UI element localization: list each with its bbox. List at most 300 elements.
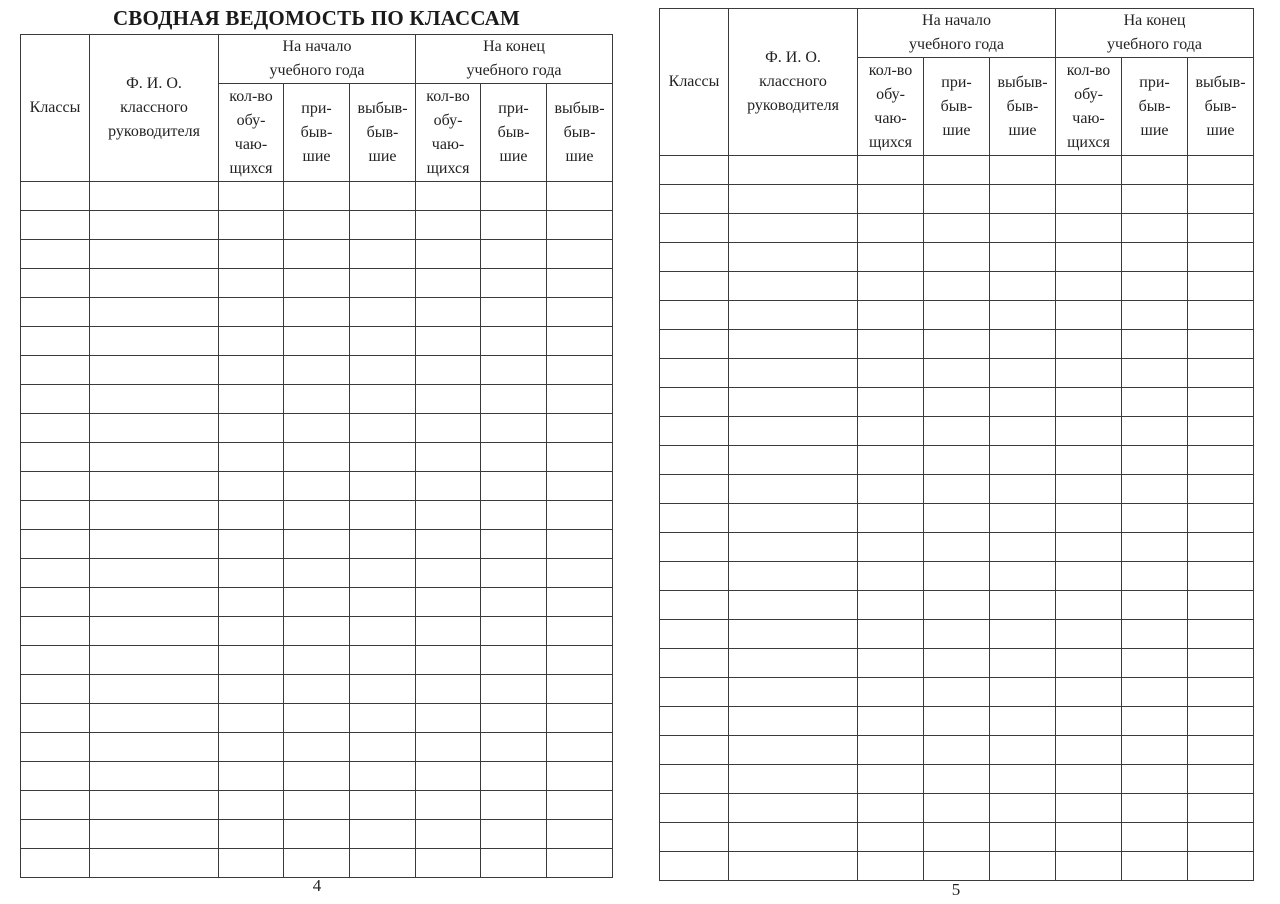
table-cell[interactable] — [858, 185, 924, 214]
table-cell[interactable] — [1188, 475, 1254, 504]
table-cell[interactable] — [924, 156, 990, 185]
table-cell[interactable] — [416, 240, 481, 269]
table-cell[interactable] — [219, 588, 284, 617]
table-cell[interactable] — [924, 185, 990, 214]
table-cell[interactable] — [219, 182, 284, 211]
table-cell[interactable] — [21, 385, 90, 414]
table-cell[interactable] — [660, 272, 729, 301]
table-cell[interactable] — [219, 791, 284, 820]
table-cell[interactable] — [219, 327, 284, 356]
table-cell[interactable] — [21, 443, 90, 472]
table-cell[interactable] — [1122, 736, 1188, 765]
table-cell[interactable] — [350, 559, 416, 588]
table-cell[interactable] — [729, 214, 858, 243]
table-cell[interactable] — [21, 298, 90, 327]
table-cell[interactable] — [481, 327, 547, 356]
table-cell[interactable] — [1056, 475, 1122, 504]
table-cell[interactable] — [1188, 852, 1254, 881]
table-cell[interactable] — [1188, 417, 1254, 446]
table-cell[interactable] — [924, 330, 990, 359]
table-cell[interactable] — [924, 823, 990, 852]
table-cell[interactable] — [1056, 359, 1122, 388]
table-cell[interactable] — [416, 356, 481, 385]
table-cell[interactable] — [858, 388, 924, 417]
table-cell[interactable] — [1122, 678, 1188, 707]
table-cell[interactable] — [21, 472, 90, 501]
table-cell[interactable] — [990, 620, 1056, 649]
table-cell[interactable] — [924, 562, 990, 591]
table-cell[interactable] — [990, 446, 1056, 475]
table-cell[interactable] — [660, 504, 729, 533]
table-cell[interactable] — [924, 446, 990, 475]
table-cell[interactable] — [21, 211, 90, 240]
table-cell[interactable] — [1122, 156, 1188, 185]
table-cell[interactable] — [284, 211, 350, 240]
table-cell[interactable] — [660, 330, 729, 359]
table-cell[interactable] — [660, 678, 729, 707]
table-cell[interactable] — [1122, 852, 1188, 881]
table-cell[interactable] — [729, 272, 858, 301]
table-cell[interactable] — [1188, 504, 1254, 533]
table-cell[interactable] — [1056, 794, 1122, 823]
table-cell[interactable] — [416, 733, 481, 762]
table-cell[interactable] — [90, 356, 219, 385]
table-cell[interactable] — [219, 675, 284, 704]
table-cell[interactable] — [729, 562, 858, 591]
table-cell[interactable] — [1122, 359, 1188, 388]
table-cell[interactable] — [1122, 504, 1188, 533]
table-cell[interactable] — [90, 559, 219, 588]
table-cell[interactable] — [547, 298, 613, 327]
table-cell[interactable] — [350, 733, 416, 762]
table-cell[interactable] — [90, 530, 219, 559]
table-cell[interactable] — [90, 617, 219, 646]
table-cell[interactable] — [350, 646, 416, 675]
table-cell[interactable] — [729, 591, 858, 620]
table-cell[interactable] — [1122, 214, 1188, 243]
table-cell[interactable] — [990, 649, 1056, 678]
table-cell[interactable] — [1188, 301, 1254, 330]
table-cell[interactable] — [284, 559, 350, 588]
table-cell[interactable] — [547, 327, 613, 356]
table-cell[interactable] — [729, 533, 858, 562]
table-cell[interactable] — [858, 707, 924, 736]
table-cell[interactable] — [660, 591, 729, 620]
table-cell[interactable] — [21, 733, 90, 762]
table-cell[interactable] — [350, 501, 416, 530]
table-cell[interactable] — [90, 443, 219, 472]
table-cell[interactable] — [729, 678, 858, 707]
table-cell[interactable] — [1188, 736, 1254, 765]
table-cell[interactable] — [1122, 243, 1188, 272]
table-cell[interactable] — [729, 388, 858, 417]
table-cell[interactable] — [547, 704, 613, 733]
table-cell[interactable] — [90, 240, 219, 269]
table-cell[interactable] — [729, 765, 858, 794]
table-cell[interactable] — [21, 327, 90, 356]
table-cell[interactable] — [350, 472, 416, 501]
table-cell[interactable] — [1188, 707, 1254, 736]
table-cell[interactable] — [21, 646, 90, 675]
table-cell[interactable] — [547, 385, 613, 414]
table-cell[interactable] — [481, 530, 547, 559]
table-cell[interactable] — [1056, 591, 1122, 620]
table-cell[interactable] — [350, 762, 416, 791]
table-cell[interactable] — [1122, 185, 1188, 214]
table-cell[interactable] — [416, 704, 481, 733]
table-cell[interactable] — [416, 791, 481, 820]
table-cell[interactable] — [1056, 301, 1122, 330]
table-cell[interactable] — [219, 617, 284, 646]
table-cell[interactable] — [990, 794, 1056, 823]
table-cell[interactable] — [416, 298, 481, 327]
table-cell[interactable] — [924, 504, 990, 533]
table-cell[interactable] — [924, 475, 990, 504]
table-cell[interactable] — [90, 762, 219, 791]
table-cell[interactable] — [481, 646, 547, 675]
table-cell[interactable] — [990, 707, 1056, 736]
table-cell[interactable] — [729, 823, 858, 852]
table-cell[interactable] — [481, 588, 547, 617]
table-cell[interactable] — [416, 849, 481, 878]
table-cell[interactable] — [1122, 562, 1188, 591]
table-cell[interactable] — [729, 359, 858, 388]
table-cell[interactable] — [284, 675, 350, 704]
table-cell[interactable] — [729, 156, 858, 185]
table-cell[interactable] — [1056, 156, 1122, 185]
table-cell[interactable] — [416, 501, 481, 530]
table-cell[interactable] — [350, 588, 416, 617]
table-cell[interactable] — [284, 704, 350, 733]
table-cell[interactable] — [1056, 214, 1122, 243]
table-cell[interactable] — [350, 327, 416, 356]
table-cell[interactable] — [350, 820, 416, 849]
table-cell[interactable] — [1122, 301, 1188, 330]
table-cell[interactable] — [21, 820, 90, 849]
table-cell[interactable] — [858, 504, 924, 533]
table-cell[interactable] — [219, 530, 284, 559]
table-cell[interactable] — [481, 617, 547, 646]
table-cell[interactable] — [1056, 678, 1122, 707]
table-cell[interactable] — [1056, 823, 1122, 852]
table-cell[interactable] — [990, 852, 1056, 881]
table-cell[interactable] — [729, 417, 858, 446]
table-cell[interactable] — [547, 559, 613, 588]
table-cell[interactable] — [90, 414, 219, 443]
table-cell[interactable] — [21, 182, 90, 211]
table-cell[interactable] — [1122, 620, 1188, 649]
table-cell[interactable] — [481, 501, 547, 530]
table-cell[interactable] — [858, 272, 924, 301]
table-cell[interactable] — [990, 185, 1056, 214]
table-cell[interactable] — [284, 733, 350, 762]
table-cell[interactable] — [416, 211, 481, 240]
table-cell[interactable] — [90, 791, 219, 820]
table-cell[interactable] — [729, 185, 858, 214]
table-cell[interactable] — [924, 388, 990, 417]
table-cell[interactable] — [1188, 794, 1254, 823]
table-cell[interactable] — [547, 240, 613, 269]
table-cell[interactable] — [729, 330, 858, 359]
table-cell[interactable] — [90, 182, 219, 211]
table-cell[interactable] — [1122, 649, 1188, 678]
table-cell[interactable] — [284, 298, 350, 327]
table-cell[interactable] — [90, 211, 219, 240]
table-cell[interactable] — [481, 385, 547, 414]
table-cell[interactable] — [660, 562, 729, 591]
table-cell[interactable] — [1188, 359, 1254, 388]
table-cell[interactable] — [547, 211, 613, 240]
table-cell[interactable] — [660, 243, 729, 272]
table-cell[interactable] — [481, 182, 547, 211]
table-cell[interactable] — [858, 330, 924, 359]
table-cell[interactable] — [990, 823, 1056, 852]
table-cell[interactable] — [481, 472, 547, 501]
table-cell[interactable] — [858, 301, 924, 330]
table-cell[interactable] — [660, 185, 729, 214]
table-cell[interactable] — [1056, 649, 1122, 678]
table-cell[interactable] — [416, 472, 481, 501]
table-cell[interactable] — [1188, 562, 1254, 591]
table-cell[interactable] — [21, 617, 90, 646]
table-cell[interactable] — [21, 849, 90, 878]
table-cell[interactable] — [219, 704, 284, 733]
table-cell[interactable] — [1122, 417, 1188, 446]
table-cell[interactable] — [1188, 185, 1254, 214]
table-cell[interactable] — [547, 849, 613, 878]
table-cell[interactable] — [1056, 330, 1122, 359]
table-cell[interactable] — [858, 475, 924, 504]
table-cell[interactable] — [1056, 243, 1122, 272]
table-cell[interactable] — [1056, 620, 1122, 649]
table-cell[interactable] — [90, 298, 219, 327]
table-cell[interactable] — [1122, 794, 1188, 823]
table-cell[interactable] — [350, 356, 416, 385]
table-cell[interactable] — [729, 446, 858, 475]
table-cell[interactable] — [350, 182, 416, 211]
table-cell[interactable] — [729, 620, 858, 649]
table-cell[interactable] — [858, 678, 924, 707]
table-cell[interactable] — [858, 243, 924, 272]
table-cell[interactable] — [990, 765, 1056, 794]
table-cell[interactable] — [990, 214, 1056, 243]
table-cell[interactable] — [990, 388, 1056, 417]
table-cell[interactable] — [219, 356, 284, 385]
table-cell[interactable] — [416, 588, 481, 617]
table-cell[interactable] — [1122, 823, 1188, 852]
table-cell[interactable] — [481, 704, 547, 733]
table-cell[interactable] — [416, 530, 481, 559]
table-cell[interactable] — [660, 359, 729, 388]
table-cell[interactable] — [858, 359, 924, 388]
table-cell[interactable] — [481, 414, 547, 443]
table-cell[interactable] — [924, 533, 990, 562]
table-cell[interactable] — [660, 852, 729, 881]
table-cell[interactable] — [1188, 591, 1254, 620]
table-cell[interactable] — [481, 443, 547, 472]
table-cell[interactable] — [858, 446, 924, 475]
table-cell[interactable] — [729, 852, 858, 881]
table-cell[interactable] — [350, 530, 416, 559]
table-cell[interactable] — [416, 675, 481, 704]
table-cell[interactable] — [990, 243, 1056, 272]
table-cell[interactable] — [416, 762, 481, 791]
table-cell[interactable] — [350, 269, 416, 298]
table-cell[interactable] — [21, 240, 90, 269]
table-cell[interactable] — [990, 533, 1056, 562]
table-cell[interactable] — [416, 269, 481, 298]
table-cell[interactable] — [990, 156, 1056, 185]
table-cell[interactable] — [350, 385, 416, 414]
table-cell[interactable] — [416, 559, 481, 588]
table-cell[interactable] — [481, 733, 547, 762]
table-cell[interactable] — [350, 443, 416, 472]
table-cell[interactable] — [350, 211, 416, 240]
table-cell[interactable] — [990, 736, 1056, 765]
table-cell[interactable] — [416, 414, 481, 443]
table-cell[interactable] — [350, 617, 416, 646]
table-cell[interactable] — [21, 269, 90, 298]
table-cell[interactable] — [1056, 765, 1122, 794]
table-cell[interactable] — [416, 820, 481, 849]
table-cell[interactable] — [1122, 272, 1188, 301]
table-cell[interactable] — [858, 823, 924, 852]
table-cell[interactable] — [350, 849, 416, 878]
table-cell[interactable] — [924, 794, 990, 823]
table-cell[interactable] — [547, 733, 613, 762]
table-cell[interactable] — [1122, 388, 1188, 417]
table-cell[interactable] — [21, 675, 90, 704]
table-cell[interactable] — [660, 823, 729, 852]
table-cell[interactable] — [660, 446, 729, 475]
table-cell[interactable] — [924, 707, 990, 736]
table-cell[interactable] — [284, 269, 350, 298]
table-cell[interactable] — [416, 385, 481, 414]
table-cell[interactable] — [660, 794, 729, 823]
table-cell[interactable] — [729, 301, 858, 330]
table-cell[interactable] — [924, 417, 990, 446]
table-cell[interactable] — [21, 559, 90, 588]
table-cell[interactable] — [924, 243, 990, 272]
table-cell[interactable] — [284, 240, 350, 269]
table-cell[interactable] — [547, 356, 613, 385]
table-cell[interactable] — [1188, 765, 1254, 794]
table-cell[interactable] — [21, 704, 90, 733]
table-cell[interactable] — [547, 675, 613, 704]
table-cell[interactable] — [481, 849, 547, 878]
table-cell[interactable] — [1056, 562, 1122, 591]
table-cell[interactable] — [924, 620, 990, 649]
table-cell[interactable] — [21, 356, 90, 385]
table-cell[interactable] — [1056, 533, 1122, 562]
table-cell[interactable] — [990, 272, 1056, 301]
table-cell[interactable] — [1122, 707, 1188, 736]
table-cell[interactable] — [660, 156, 729, 185]
table-cell[interactable] — [990, 475, 1056, 504]
table-cell[interactable] — [547, 762, 613, 791]
table-cell[interactable] — [284, 385, 350, 414]
table-cell[interactable] — [219, 559, 284, 588]
table-cell[interactable] — [416, 617, 481, 646]
table-cell[interactable] — [90, 849, 219, 878]
table-cell[interactable] — [729, 736, 858, 765]
table-cell[interactable] — [1056, 852, 1122, 881]
table-cell[interactable] — [924, 272, 990, 301]
table-cell[interactable] — [284, 849, 350, 878]
table-cell[interactable] — [1056, 388, 1122, 417]
table-cell[interactable] — [90, 501, 219, 530]
table-cell[interactable] — [924, 678, 990, 707]
table-cell[interactable] — [90, 675, 219, 704]
table-cell[interactable] — [990, 359, 1056, 388]
table-cell[interactable] — [1122, 330, 1188, 359]
table-cell[interactable] — [660, 417, 729, 446]
table-cell[interactable] — [481, 211, 547, 240]
table-cell[interactable] — [858, 156, 924, 185]
table-cell[interactable] — [1122, 475, 1188, 504]
table-cell[interactable] — [90, 704, 219, 733]
table-cell[interactable] — [547, 269, 613, 298]
table-cell[interactable] — [858, 736, 924, 765]
table-cell[interactable] — [858, 620, 924, 649]
table-cell[interactable] — [481, 240, 547, 269]
table-cell[interactable] — [990, 504, 1056, 533]
table-cell[interactable] — [284, 588, 350, 617]
table-cell[interactable] — [21, 762, 90, 791]
table-cell[interactable] — [858, 214, 924, 243]
table-cell[interactable] — [660, 649, 729, 678]
table-cell[interactable] — [660, 620, 729, 649]
table-cell[interactable] — [858, 591, 924, 620]
table-cell[interactable] — [660, 533, 729, 562]
table-cell[interactable] — [219, 298, 284, 327]
table-cell[interactable] — [284, 762, 350, 791]
table-cell[interactable] — [90, 385, 219, 414]
table-cell[interactable] — [547, 617, 613, 646]
table-cell[interactable] — [350, 298, 416, 327]
table-cell[interactable] — [21, 530, 90, 559]
table-cell[interactable] — [1188, 649, 1254, 678]
table-cell[interactable] — [90, 472, 219, 501]
table-cell[interactable] — [284, 443, 350, 472]
table-cell[interactable] — [1122, 765, 1188, 794]
table-cell[interactable] — [21, 501, 90, 530]
table-cell[interactable] — [350, 791, 416, 820]
table-cell[interactable] — [1188, 446, 1254, 475]
table-cell[interactable] — [90, 269, 219, 298]
table-cell[interactable] — [729, 649, 858, 678]
table-cell[interactable] — [284, 182, 350, 211]
table-cell[interactable] — [1188, 243, 1254, 272]
table-cell[interactable] — [858, 852, 924, 881]
table-cell[interactable] — [924, 736, 990, 765]
table-cell[interactable] — [547, 414, 613, 443]
table-cell[interactable] — [350, 675, 416, 704]
table-cell[interactable] — [547, 820, 613, 849]
table-cell[interactable] — [481, 820, 547, 849]
table-cell[interactable] — [284, 472, 350, 501]
table-cell[interactable] — [219, 646, 284, 675]
table-cell[interactable] — [90, 733, 219, 762]
table-cell[interactable] — [90, 327, 219, 356]
table-cell[interactable] — [219, 472, 284, 501]
table-cell[interactable] — [219, 211, 284, 240]
table-cell[interactable] — [547, 646, 613, 675]
table-cell[interactable] — [284, 617, 350, 646]
table-cell[interactable] — [547, 501, 613, 530]
table-cell[interactable] — [729, 475, 858, 504]
table-cell[interactable] — [924, 765, 990, 794]
